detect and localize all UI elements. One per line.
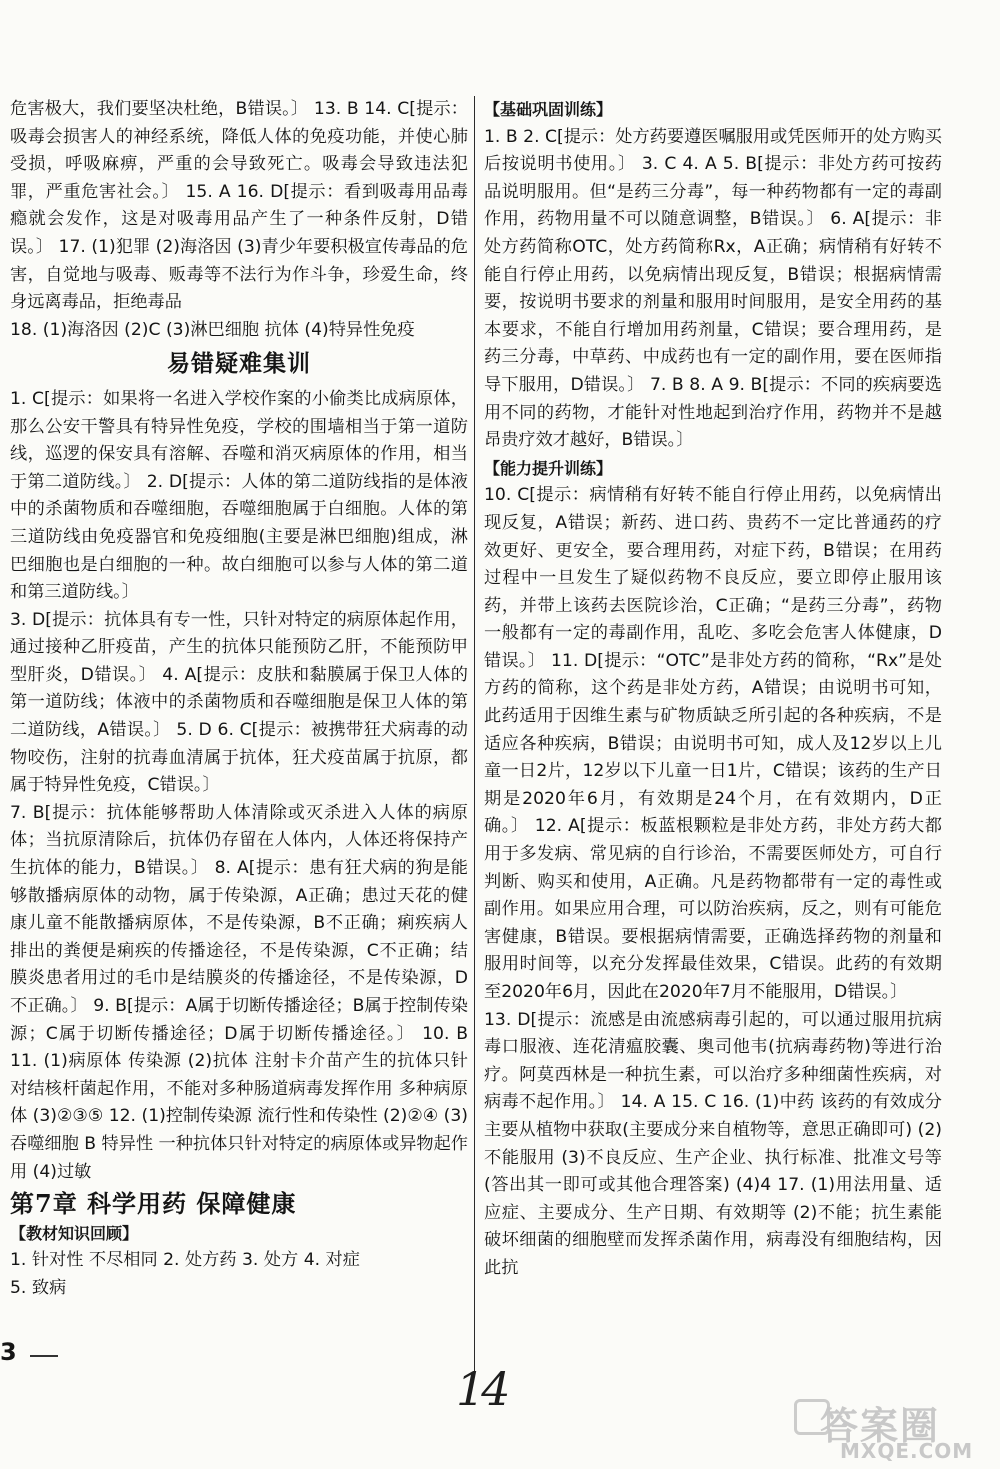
subsection-heading: 【教材知识回顾】 — [10, 1223, 139, 1243]
watermark-main-text: 答案圈 — [820, 1404, 941, 1448]
section-title: 易错疑难集训 — [167, 350, 311, 378]
column-divider — [474, 96, 475, 1376]
watermark-sub-text: MXQE.COM — [840, 1439, 974, 1463]
answer-paragraph: 5. 致病 — [10, 1277, 67, 1298]
subsection-heading: 【基础巩固训练】 — [484, 100, 613, 119]
answer-paragraph: 10. C[提示：病情稍有好转不能自行停止用药，以免病情出现反复，A错误；新药、进口药、贵药不一定比普通药的疗效更好、更安全，要合理用药，对症下药，B错误；在用药过程中一旦发生了疑似药物不良反应，要立即停止服用该药，并带上该药去医院诊治，C正确；“是药三分毒”，药物一般都有一定的毒副作用，乱吃、多吃会危害人体健康，D错误。〕 11. D[提示：“OTC”是非处方药的简称，“Rx”是处方药的简称，这个药是非处方药，A错误；由说明书可知，此药适用于因维生素与矿物质缺乏所引起的各种疾病，不是适应各种疾病，B错误；由说明书可知，成人及12岁以上儿童一日2片，12岁以下儿童一日1片，C错误；该药的生产日期是2020年6月，有效期是24个月，在有效期内，D正确。〕 12. A[提示：板蓝根颗粒是非处方药，非处方药大都用于多发病、常见病的自行诊治，不需要医师处方，可自行判断、购买和使用，A正确。凡是药物都带有一定的毒性或副作用。如果应用合理，可以防治疾病，反之，则有可能危害健康，B错误。要根据病情需要，正确选择药物的剂量和服用时间等，以充分发挥最佳效果，C错误。此药的有效期至2020年6月，因此在2020年7月不能服用，D错误。〕 — [484, 485, 942, 1002]
answer-paragraph: 1. 针对性 不尽相同 2. 处方药 3. 处方 4. 对症 — [10, 1250, 360, 1271]
answer-paragraph: 18. (1)海洛因 (2)C (3)淋巴细胞 抗体 (4)特异性免疫 — [10, 319, 415, 340]
answer-paragraph: 13. D[提示：流感是由流感病毒引起的，可以通过服用抗病毒口服液、连花清瘟胶囊、奥司他韦(抗病毒药物)等进行治疗。阿莫西林是一种抗生素，可以治疗多种细菌性疾病，对病毒不起作用。〕 14. A 15. C 16. (1)中药 该药的有效成分主要从植物中获取(主要成分来自植物等，意思正确即可) (2)不能服用 (3)不良反应、生产企业、执行标准、批准文号等(答出其一即可或其他合理答案) (4)4 17. (1)用法用量、适应症、主要成分、生产日期、有效期等 (2)不能；抗生素能破坏细菌的细胞壁而发挥杀菌作用，病毒没有细胞结构，因此抗 — [484, 1009, 942, 1278]
answer-paragraph: 3. D[提示：抗体具有专一性，只针对特定的病原体起作用，通过接种乙肝疫苗，产生的抗体只能预防乙肝，不能预防甲型肝炎，D错误。〕 4. A[提示：皮肤和黏膜属于保卫人体的第一道防线；体液中的杀菌物质和吞噬细胞是保卫人体的第二道防线，A错误。〕 5. D 6. C[提示：被携带狂犬病毒的动物咬伤，注射的抗毒血清属于抗体，狂犬疫苗属于抗原，都属于特异性免疫，C错误。〕 — [10, 609, 468, 796]
answer-paragraph: 7. B[提示：抗体能够帮助人体清除或灭杀进入人体的病原体；当抗原清除后，抗体仍存留在人体内，人体还将保持产生抗体的能力，B错误。〕 8. A[提示：患有狂犬病的狗是能够散播病原体的动物，属于传染源，A正确；患过天花的健康儿童不能散播病原体，不是传染源，B不正确；痢疾病人排出的粪便是痢疾的传播途径，不是传染源，C不正确；结膜炎患者用过的毛巾是结膜炎的传播途径，不是传染源，D不正确。〕 9. B[提示：A属于切断传播途径；B属于控制传染源；C属于切断传播途径；D属于切断传播途径。〕 10. B 11. (1)病原体 传染源 (2)抗体 注射卡介苗产生的抗体只针对结核杆菌起作用，不能对多种肠道病毒发挥作用 多种病原体 (3)②③⑤ 12. (1)控制传染源 流行性和传染性 (2)②④ (3)吞噬细胞 B 特异性 一种抗体只针对特定的病原体或异物起作用 (4)过敏 — [10, 802, 468, 1182]
right-column — [484, 96, 942, 1283]
page-number: 3 — [0, 1338, 17, 1366]
subsection-heading: 【能力提升训练】 — [484, 458, 613, 478]
handwritten-note: 14 — [456, 1362, 507, 1416]
watermark — [794, 1395, 994, 1465]
left-column — [10, 96, 468, 1303]
answer-paragraph: 危害极大，我们要坚决杜绝，B错误。〕 13. B 14. C[提示：吸毒会损害人的神经系统，降低人体的免疫功能，并使心肺受损，呼吸麻痹，严重的会导致死亡。吸毒会导致违法犯罪，严重危害社会。〕 15. A 16. D[提示：看到吸毒用品毒瘾就会发作，这是对吸毒用品产生了一种条件反射，D错误。〕 17. (1)犯罪 (2)海洛因 (3)青少年要积极宣传毒品的危害，自觉地与吸毒、贩毒等不法行为作斗争，珍爱生命，终身远离毒品，拒绝毒品 — [10, 99, 468, 313]
page-number-rule — [30, 1355, 58, 1357]
answer-paragraph: 1. B 2. C[提示：处方药要遵医嘱服用或凭医师开的处方购买后按说明书使用。〕 3. C 4. A 5. B[提示：非处方药可按药品说明服用。但“是药三分毒”，每一种药物都有一定的毒副作用，药物用量不可以随意调整，B错误。〕 6. A[提示：非处方药简称OTC，处方药简称Rx，A正确；病情稍有好转不能自行停止用药，以免病情出现反复，B错误；根据病情需要，按说明书要求的剂量和服用时间服用，是安全用药的基本要求，不能自行增加用药剂量，C错误；要合理用药，是药三分毒，中草药、中成药也有一定的副作用，要在医师指导下服用，D错误。〕 7. B 8. A 9. B[提示：不同的疾病要选用不同的药物，才能针对性地起到治疗作用，药物并不是越昂贵疗效才越好，B错误。〕 — [484, 126, 942, 451]
chapter-title: 第7章 科学用药 保障健康 — [10, 1189, 297, 1219]
answer-paragraph: 1. C[提示：如果将一名进入学校作案的小偷类比成病原体，那么公安干警具有特异性免疫，学校的围墙相当于第一道防线，巡逻的保安具有溶解、吞噬和消灭病原体的作用，相当于第二道防线。〕 2. D[提示：人体的第二道防线指的是体液中的杀菌物质和吞噬细胞，吞噬细胞属于白细胞。人体的第三道防线由免疫器官和免疫细胞(主要是淋巴细胞)组成，淋巴细胞也是白细胞的一种。故白细胞可以参与人体的第二道和第三道防线。〕 — [10, 388, 468, 603]
